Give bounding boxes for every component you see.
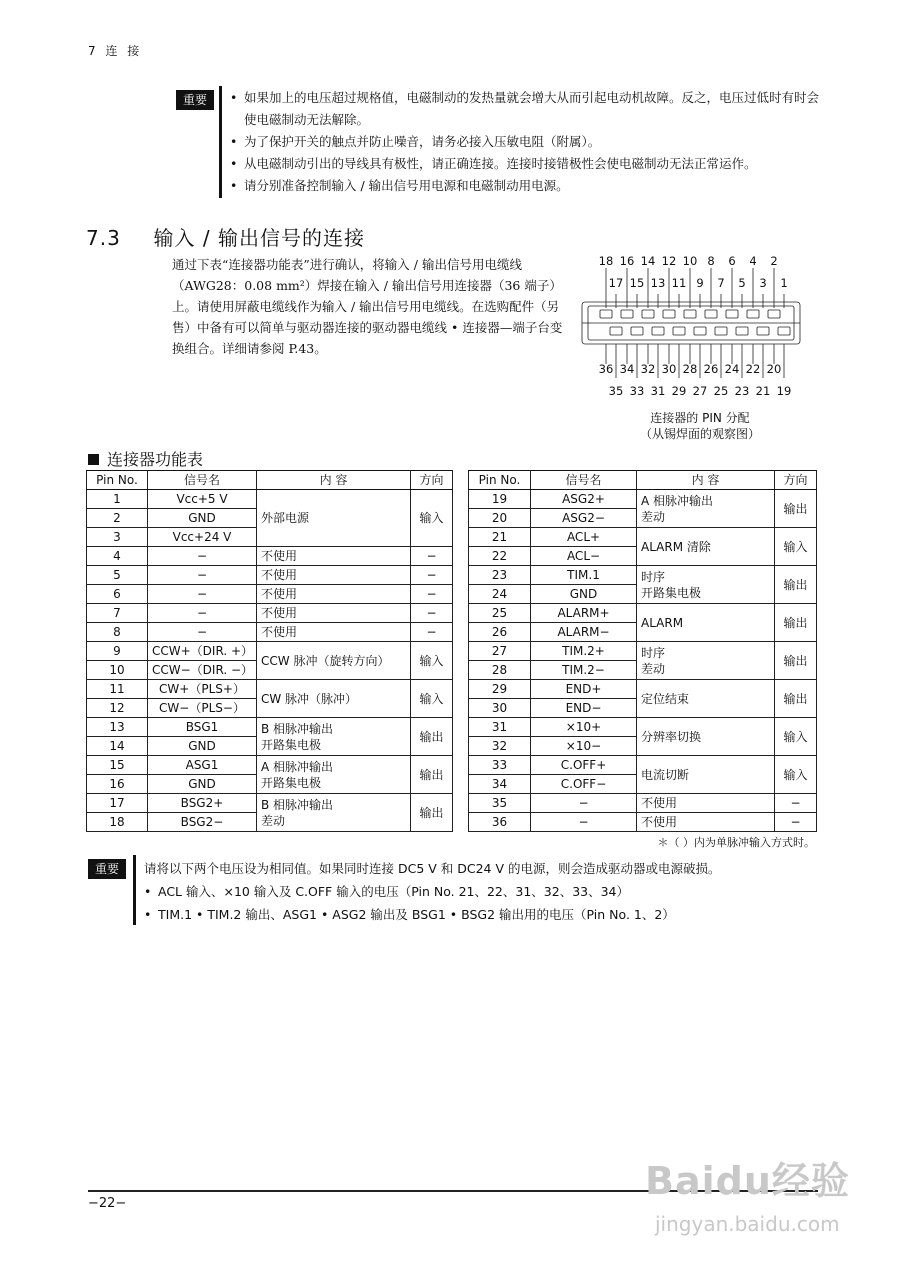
- important-badge: 重要: [88, 859, 126, 879]
- description: 不使用: [257, 585, 411, 604]
- signal-name: ASG2+: [531, 490, 637, 509]
- note-bar: [133, 855, 136, 925]
- pin-no: 7: [87, 604, 148, 623]
- pin-label: 17: [608, 276, 624, 290]
- pin-no: 32: [469, 737, 531, 756]
- top-note-list: [230, 87, 822, 197]
- table-row: [87, 604, 453, 623]
- signal-name: TIM.2−: [531, 661, 637, 680]
- pin-label: 30: [661, 362, 677, 376]
- direction: −: [411, 623, 453, 642]
- signal-name: BSG2−: [148, 813, 257, 832]
- pin-label: 21: [755, 384, 771, 398]
- signal-name: C.OFF+: [531, 756, 637, 775]
- section-heading: [86, 222, 365, 251]
- section-number: 7.3: [86, 226, 121, 250]
- description: CW 脉冲（脉冲）: [257, 680, 411, 718]
- table-row: [469, 566, 817, 585]
- pin-no: 34: [469, 775, 531, 794]
- signal-name: TIM.1: [531, 566, 637, 585]
- pin-label: 16: [619, 254, 635, 268]
- column-header: Pin No.: [87, 471, 148, 490]
- signal-name: ALARM−: [531, 623, 637, 642]
- pin-label: 1: [780, 276, 788, 290]
- pin-no: 8: [87, 623, 148, 642]
- table-header-row: [469, 471, 817, 490]
- column-header: 内 容: [637, 471, 775, 490]
- description: 不使用: [257, 566, 411, 585]
- direction: −: [411, 585, 453, 604]
- signal-name: −: [531, 813, 637, 832]
- note-item: • 从电磁制动引出的导线具有极性，请正确连接。连接时接错极性会使电磁制动无法正常运作。: [230, 153, 822, 175]
- direction: 输出: [775, 642, 817, 680]
- description: 不使用: [257, 604, 411, 623]
- pin-label: 10: [682, 254, 698, 268]
- table-row: [87, 794, 453, 813]
- pin-no: 23: [469, 566, 531, 585]
- table-row: [469, 604, 817, 623]
- pin-label: 34: [619, 362, 635, 376]
- pin-label: 2: [770, 254, 778, 268]
- signal-name: GND: [148, 737, 257, 756]
- pin-table-left: [86, 470, 453, 832]
- signal-name: ACL+: [531, 528, 637, 547]
- table-row: [469, 680, 817, 699]
- pin-label: 18: [598, 254, 614, 268]
- column-header: 内 容: [257, 471, 411, 490]
- pin-no: 25: [469, 604, 531, 623]
- table-header-row: [87, 471, 453, 490]
- bottom-note-list: [144, 880, 824, 926]
- table-title-text: 连接器功能表: [107, 450, 204, 469]
- pin-figure-caption: [600, 410, 800, 442]
- watermark-logo: Baidu经验: [645, 1159, 850, 1203]
- description: B 相脉冲输出 差动: [257, 794, 411, 832]
- pin-no: 18: [87, 813, 148, 832]
- pin-no: 4: [87, 547, 148, 566]
- pin-no: 5: [87, 566, 148, 585]
- column-header: 信号名: [148, 471, 257, 490]
- pin-label: 24: [724, 362, 740, 376]
- direction: 输入: [411, 642, 453, 680]
- table-row: [469, 756, 817, 775]
- description: 不使用: [257, 547, 411, 566]
- signal-name: CW−（PLS−）: [148, 699, 257, 718]
- pin-label: 3: [759, 276, 767, 290]
- direction: 输出: [775, 604, 817, 642]
- description: 分辨率切换: [637, 718, 775, 756]
- pin-label: 23: [734, 384, 750, 398]
- signal-name: CW+（PLS+）: [148, 680, 257, 699]
- table-row: [87, 585, 453, 604]
- table-row: [87, 756, 453, 775]
- signal-name: TIM.2+: [531, 642, 637, 661]
- pin-no: 28: [469, 661, 531, 680]
- description: A 相脉冲输出 差动: [637, 490, 775, 528]
- description: CCW 脉冲（旋转方向）: [257, 642, 411, 680]
- direction: 输出: [775, 566, 817, 604]
- signal-name: −: [148, 547, 257, 566]
- note-bar: [219, 86, 222, 198]
- description: B 相脉冲输出 开路集电极: [257, 718, 411, 756]
- pin-label: 11: [671, 276, 687, 290]
- description: ALARM 清除: [637, 528, 775, 566]
- signal-name: ACL−: [531, 547, 637, 566]
- table-row: [87, 566, 453, 585]
- direction: −: [411, 566, 453, 585]
- pin-no: 31: [469, 718, 531, 737]
- table-row: [469, 490, 817, 509]
- signal-name: ASG2−: [531, 509, 637, 528]
- pin-no: 29: [469, 680, 531, 699]
- column-header: 方向: [775, 471, 817, 490]
- section-intro: 通过下表“连接器功能表”进行确认，将输入 / 输出信号用电缆线（AWG28：0.08 mm²）焊接在输入 / 输出信号用连接器（36 端子）上。请使用屏蔽电缆线作为输入 / 输出信号用电缆线。在选购配件（另售）中备有可以简单与驱动器连接的驱动器电缆线 • 连接器—端子台变换组合。详细请参阅 P.43。: [172, 257, 563, 356]
- pin-label: 31: [650, 384, 666, 398]
- description: ALARM: [637, 604, 775, 642]
- pin-label: 29: [671, 384, 687, 398]
- description: 时序 开路集电极: [637, 566, 775, 604]
- signal-name: −: [531, 794, 637, 813]
- pin-label: 32: [640, 362, 656, 376]
- pin-label: 14: [640, 254, 656, 268]
- pin-label: 12: [661, 254, 677, 268]
- direction: 输出: [775, 490, 817, 528]
- signal-name: GND: [531, 585, 637, 604]
- column-header: 方向: [411, 471, 453, 490]
- important-badge: 重要: [176, 90, 214, 110]
- description: 外部电源: [257, 490, 411, 547]
- table-row: [87, 718, 453, 737]
- table-row: [469, 794, 817, 813]
- pin-no: 10: [87, 661, 148, 680]
- pin-label: 26: [703, 362, 719, 376]
- signal-name: ALARM+: [531, 604, 637, 623]
- pin-label: 27: [692, 384, 708, 398]
- pin-no: 2: [87, 509, 148, 528]
- description: 时序 差动: [637, 642, 775, 680]
- signal-name: Vcc+5 V: [148, 490, 257, 509]
- table-row: [87, 680, 453, 699]
- direction: 输入: [775, 528, 817, 566]
- direction: 输出: [411, 756, 453, 794]
- signal-name: GND: [148, 775, 257, 794]
- signal-name: END−: [531, 699, 637, 718]
- description: 不使用: [637, 794, 775, 813]
- signal-name: −: [148, 604, 257, 623]
- table-title: [88, 447, 203, 470]
- pin-no: 3: [87, 528, 148, 547]
- column-header: 信号名: [531, 471, 637, 490]
- pin-no: 14: [87, 737, 148, 756]
- direction: 输出: [775, 680, 817, 718]
- table-row: [469, 528, 817, 547]
- watermark-url: jingyan.baidu.com: [655, 1212, 840, 1236]
- pin-no: 27: [469, 642, 531, 661]
- direction: −: [775, 813, 817, 832]
- pin-no: 6: [87, 585, 148, 604]
- note-item: • 请分别准备控制输入 / 输出信号用电源和电磁制动用电源。: [230, 175, 822, 197]
- pin-no: 1: [87, 490, 148, 509]
- pin-no: 30: [469, 699, 531, 718]
- note-item: • ACL 输入、×10 输入及 C.OFF 输入的电压（Pin No. 21、22、31、32、33、34）: [144, 880, 824, 903]
- note-item: • TIM.1 • TIM.2 输出、ASG1 • ASG2 输出及 BSG1 • BSG2 输出用的电压（Pin No. 1、2）: [144, 903, 824, 926]
- direction: 输出: [411, 718, 453, 756]
- pin-no: 12: [87, 699, 148, 718]
- pin-label: 15: [629, 276, 645, 290]
- square-bullet-icon: [88, 454, 99, 465]
- signal-name: CCW−（DIR. −）: [148, 661, 257, 680]
- caption-line: （从锡焊面的观察图）: [639, 427, 760, 441]
- signal-name: CCW+（DIR. +）: [148, 642, 257, 661]
- pin-label: 13: [650, 276, 666, 290]
- pin-no: 17: [87, 794, 148, 813]
- pin-label: 25: [713, 384, 729, 398]
- signal-name: −: [148, 566, 257, 585]
- description: A 相脉冲输出 开路集电极: [257, 756, 411, 794]
- description: 不使用: [257, 623, 411, 642]
- direction: −: [775, 794, 817, 813]
- pin-label: 20: [766, 362, 782, 376]
- table-row: [87, 547, 453, 566]
- pin-no: 19: [469, 490, 531, 509]
- pin-no: 11: [87, 680, 148, 699]
- table-row: [469, 813, 817, 832]
- bottom-note: [144, 857, 824, 926]
- running-header: 7 连 接: [88, 44, 143, 58]
- section-title: 输入 / 输出信号的连接: [153, 226, 365, 250]
- page-number: −22−: [88, 1196, 127, 1211]
- signal-name: ×10+: [531, 718, 637, 737]
- pin-label: 5: [738, 276, 746, 290]
- pin-no: 13: [87, 718, 148, 737]
- table-row: [87, 642, 453, 661]
- signal-name: BSG2+: [148, 794, 257, 813]
- signal-name: GND: [148, 509, 257, 528]
- direction: −: [411, 547, 453, 566]
- table-row: [87, 623, 453, 642]
- signal-name: −: [148, 623, 257, 642]
- signal-name: C.OFF−: [531, 775, 637, 794]
- pin-table-right: [468, 470, 817, 832]
- signal-name: ×10−: [531, 737, 637, 756]
- pin-label: 7: [717, 276, 725, 290]
- pin-label: 8: [707, 254, 715, 268]
- pin-label: 36: [598, 362, 614, 376]
- pin-no: 24: [469, 585, 531, 604]
- table-row: [469, 718, 817, 737]
- pin-no: 20: [469, 509, 531, 528]
- pin-no: 36: [469, 813, 531, 832]
- pin-no: 16: [87, 775, 148, 794]
- signal-name: END+: [531, 680, 637, 699]
- column-header: Pin No.: [469, 471, 531, 490]
- pin-label: 19: [776, 384, 792, 398]
- pin-no: 22: [469, 547, 531, 566]
- pin-label: 6: [728, 254, 736, 268]
- table-row: [469, 642, 817, 661]
- direction: 输入: [411, 490, 453, 547]
- pin-no: 33: [469, 756, 531, 775]
- signal-name: ASG1: [148, 756, 257, 775]
- direction: 输入: [775, 756, 817, 794]
- direction: −: [411, 604, 453, 623]
- note-item: • 为了保护开关的触点并防止噪音，请务必接入压敏电阻（附属）。: [230, 131, 822, 153]
- description: 定位结束: [637, 680, 775, 718]
- pin-no: 35: [469, 794, 531, 813]
- pin-no: 9: [87, 642, 148, 661]
- signal-name: Vcc+24 V: [148, 528, 257, 547]
- direction: 输入: [775, 718, 817, 756]
- description: 不使用: [637, 813, 775, 832]
- pin-label: 9: [696, 276, 704, 290]
- pin-no: 26: [469, 623, 531, 642]
- pin-label: 33: [629, 384, 645, 398]
- signal-name: BSG1: [148, 718, 257, 737]
- description: 电流切断: [637, 756, 775, 794]
- bottom-note-intro: 请将以下两个电压设为相同值。如果同时连接 DC5 V 和 DC24 V 的电源，则会造成驱动器或电源破损。: [144, 861, 721, 876]
- table-row: [87, 490, 453, 509]
- direction: 输入: [411, 680, 453, 718]
- pin-label: 22: [745, 362, 761, 376]
- pin-no: 15: [87, 756, 148, 775]
- pin-label: 35: [608, 384, 624, 398]
- pin-no: 21: [469, 528, 531, 547]
- note-item: • 如果加上的电压超过规格值，电磁制动的发热量就会增大从而引起电动机故障。反之，电压过低时有时会使电磁制动无法解除。: [230, 87, 822, 131]
- direction: 输出: [411, 794, 453, 832]
- caption-line: 连接器的 PIN 分配: [650, 411, 750, 425]
- pin-label: 28: [682, 362, 698, 376]
- pin-label: 4: [749, 254, 757, 268]
- signal-name: −: [148, 585, 257, 604]
- table-footnote: ＊（ ）内为单脉冲输入方式时。: [657, 836, 815, 849]
